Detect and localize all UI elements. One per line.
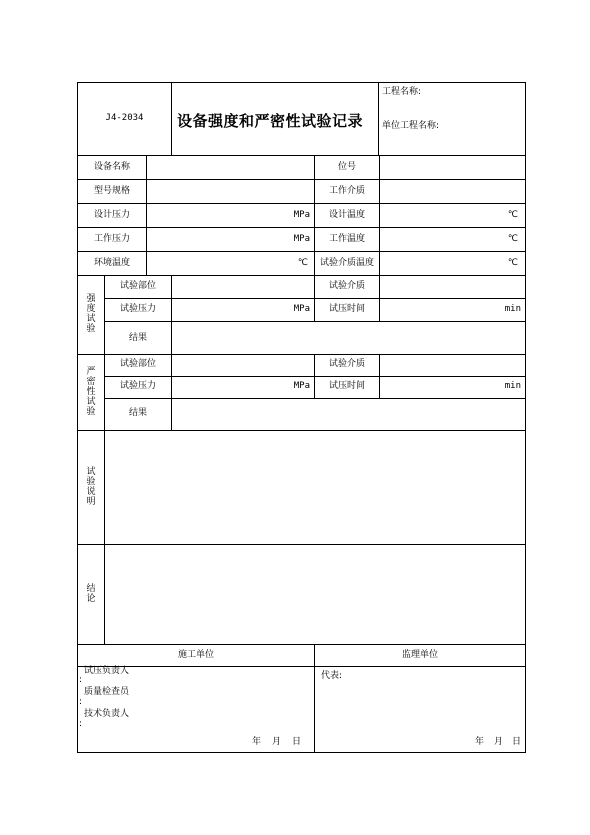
representative-signature-field[interactable] <box>350 667 520 729</box>
tech-leader-colon: : <box>79 719 83 729</box>
test-leader-label: 试压负责人 <box>84 666 130 676</box>
page-title: 设备强度和严密性试验记录 <box>177 112 364 130</box>
tightness-test-medium-field[interactable] <box>380 355 525 376</box>
design-pressure-label: 设计压力 <box>93 210 130 220</box>
equipment-name-field[interactable] <box>147 156 314 179</box>
tightness-test-result-field[interactable] <box>172 399 525 430</box>
working-pressure-unit: MPa <box>293 234 310 244</box>
tightness-test-time-label: 试压时间 <box>328 381 365 391</box>
working-temp-unit: ℃ <box>507 234 518 244</box>
strength-test-part-field[interactable] <box>172 276 314 298</box>
design-temp-label: 设计温度 <box>328 210 365 220</box>
tightness-test-part-field[interactable] <box>172 355 314 376</box>
tightness-test-result-label: 结果 <box>128 408 147 418</box>
model-spec-label: 型号规格 <box>93 186 130 196</box>
test-medium-temp-label: 试验介质温度 <box>319 258 374 268</box>
strength-test-result-label: 结果 <box>128 333 147 343</box>
representative-label: 代表: <box>321 671 343 681</box>
strength-test-pressure-unit: MPa <box>293 304 310 314</box>
ambient-temp-unit: ℃ <box>297 258 308 268</box>
construction-unit-label: 施工单位 <box>177 650 214 660</box>
model-spec-field[interactable] <box>147 180 314 203</box>
conclusion-label: 结论 <box>86 584 96 604</box>
tightness-test-part-label: 试验部位 <box>119 359 156 369</box>
construction-signatures-field[interactable] <box>140 667 310 729</box>
strength-test-medium-label: 试验介质 <box>328 281 365 291</box>
strength-test-medium-field[interactable] <box>380 276 525 298</box>
test-notes-field[interactable] <box>105 431 525 544</box>
test-notes-label: 试验说明 <box>86 467 96 507</box>
quality-inspector-colon: : <box>79 697 83 707</box>
construction-date-day: 日 <box>292 737 302 747</box>
tightness-test-pressure-label: 试验压力 <box>119 381 156 391</box>
tightness-test-pressure-unit: MPa <box>293 381 310 391</box>
tightness-test-section-label: 严密性试验 <box>86 367 96 417</box>
tightness-test-medium-label: 试验介质 <box>328 359 365 369</box>
unit-project-name-field[interactable] <box>450 118 524 138</box>
project-name-field[interactable] <box>430 84 524 104</box>
strength-test-section-label: 强度试验 <box>86 294 96 334</box>
test-leader-colon: : <box>79 675 83 685</box>
working-pressure-label: 工作压力 <box>93 234 130 244</box>
supervision-date-day: 日 <box>512 737 522 747</box>
position-no-field[interactable] <box>380 156 525 179</box>
working-medium-field[interactable] <box>380 180 525 203</box>
strength-test-result-field[interactable] <box>172 322 525 354</box>
strength-test-part-label: 试验部位 <box>119 281 156 291</box>
conclusion-field[interactable] <box>105 545 525 644</box>
strength-test-time-label: 试压时间 <box>328 304 365 314</box>
form-code: J4-2034 <box>105 113 144 123</box>
strength-test-time-unit: min <box>504 304 521 314</box>
unit-project-name-label: 单位工程名称: <box>382 121 440 131</box>
construction-date-month: 月 <box>272 737 282 747</box>
supervision-date-year: 年 <box>475 737 485 747</box>
tech-leader-label: 技术负责人 <box>84 709 130 719</box>
equipment-name-label: 设备名称 <box>93 162 130 172</box>
ambient-temp-label: 环境温度 <box>93 258 130 268</box>
quality-inspector-label: 质量检查员 <box>84 687 130 697</box>
working-medium-label: 工作介质 <box>328 186 365 196</box>
project-name-label: 工程名称: <box>382 87 422 97</box>
construction-date-year: 年 <box>252 737 262 747</box>
tightness-test-time-unit: min <box>504 381 521 391</box>
supervision-unit-label: 监理单位 <box>401 650 438 660</box>
working-temp-label: 工作温度 <box>328 234 365 244</box>
supervision-date-month: 月 <box>494 737 504 747</box>
position-no-label: 位号 <box>337 162 356 172</box>
test-medium-temp-unit: ℃ <box>507 258 518 268</box>
design-temp-unit: ℃ <box>507 210 518 220</box>
strength-test-pressure-label: 试验压力 <box>119 304 156 314</box>
design-pressure-unit: MPa <box>293 210 310 220</box>
